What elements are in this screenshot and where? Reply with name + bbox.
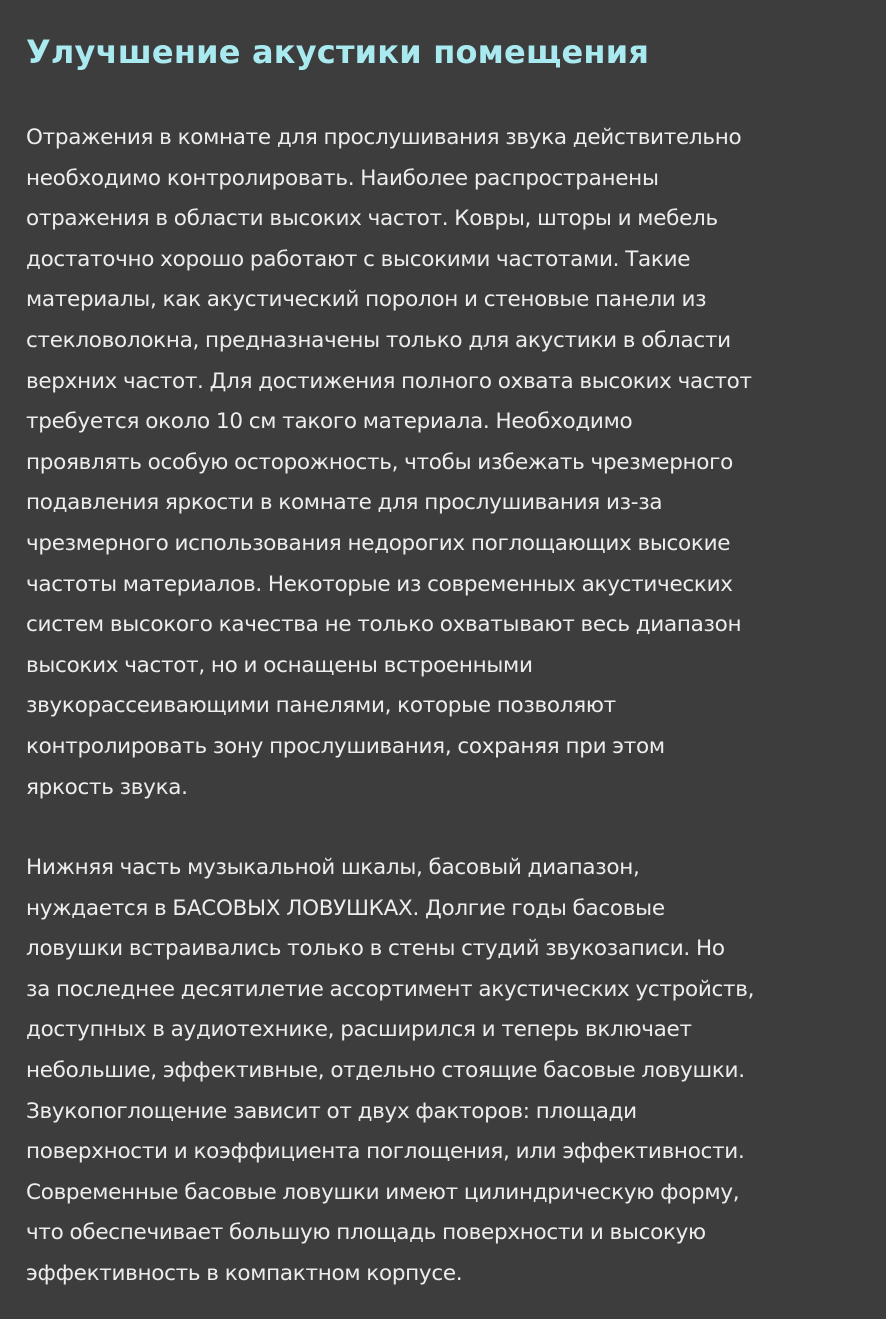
paragraph-line: небольшие, эффективные, отдельно стоящие басовые ловушки. [26,1058,745,1084]
paragraph-line: чрезмерного использования недорогих поглощающих высокие [26,530,731,556]
article-title: Улучшение акустики помещения [26,33,650,71]
paragraph-line: материалы, как акустический поролон и стеновые панели из [26,287,707,313]
paragraph-line: Нижняя часть музыкальной шкалы, басовый диапазон, [26,855,640,881]
paragraph-line: высоких частот, но и оснащены встроенными [26,652,533,678]
paragraph-line: частоты материалов. Некоторые из современных акустических [26,571,733,597]
paragraph-line: яркость звука. [26,774,188,800]
paragraph-line: проявлять особую осторожность, чтобы избежать чрезмерного [26,449,734,475]
paragraph-line: Современные басовые ловушки имеют цилиндрическую форму, [26,1179,740,1205]
paragraph-line: Отражения в комнате для прослушивания звука действительно [26,125,742,150]
paragraph-line: эффективность в компактном корпусе. [26,1261,463,1287]
paragraph-line: ловушки встраивались только в стены студий звукозаписи. Но [26,936,725,962]
paragraph-line: что обеспечивает большую площадь поверхности и высокую [26,1220,706,1246]
paragraph-line: звукорассеивающими панелями, которые позволяют [26,693,616,719]
paragraph-line: необходимо контролировать. Наиболее распространены [26,165,659,191]
paragraph-line: стекловолокна, предназначены только для акустики в области [26,327,731,353]
article-paragraph [26,848,860,1295]
article-paragraph [26,118,860,808]
paragraph-line: верхних частот. Для достижения полного охвата высоких частот [26,368,752,394]
paragraph-line: достаточно хорошо работают с высокими частотами. Такие [26,246,691,272]
paragraph-line: подавления яркости в комнате для прослушивания из-за [26,490,663,516]
paragraph-line: контролировать зону прослушивания, сохраняя при этом [26,733,665,759]
paragraph-line: поверхности и коэффициента поглощения, или эффективности. [26,1139,745,1165]
paragraph-line: отражения в области высоких частот. Ковры, шторы и мебель [26,206,718,232]
paragraph-line: систем высокого качества не только охватывают весь диапазон [26,612,742,638]
paragraph-line: Звукопоглощение зависит от двух факторов: площади [26,1098,637,1124]
paragraph-line: доступных в аудиотехнике, расширился и теперь включает [26,1017,692,1043]
paragraph-line: нуждается в БАСОВЫХ ЛОВУШКАХ. Долгие годы басовые [26,895,665,921]
paragraph-line: требуется около 10 см такого материала. Необходимо [26,409,633,435]
paragraph-line: за последнее десятилетие ассортимент акустических устройств, [26,976,755,1002]
